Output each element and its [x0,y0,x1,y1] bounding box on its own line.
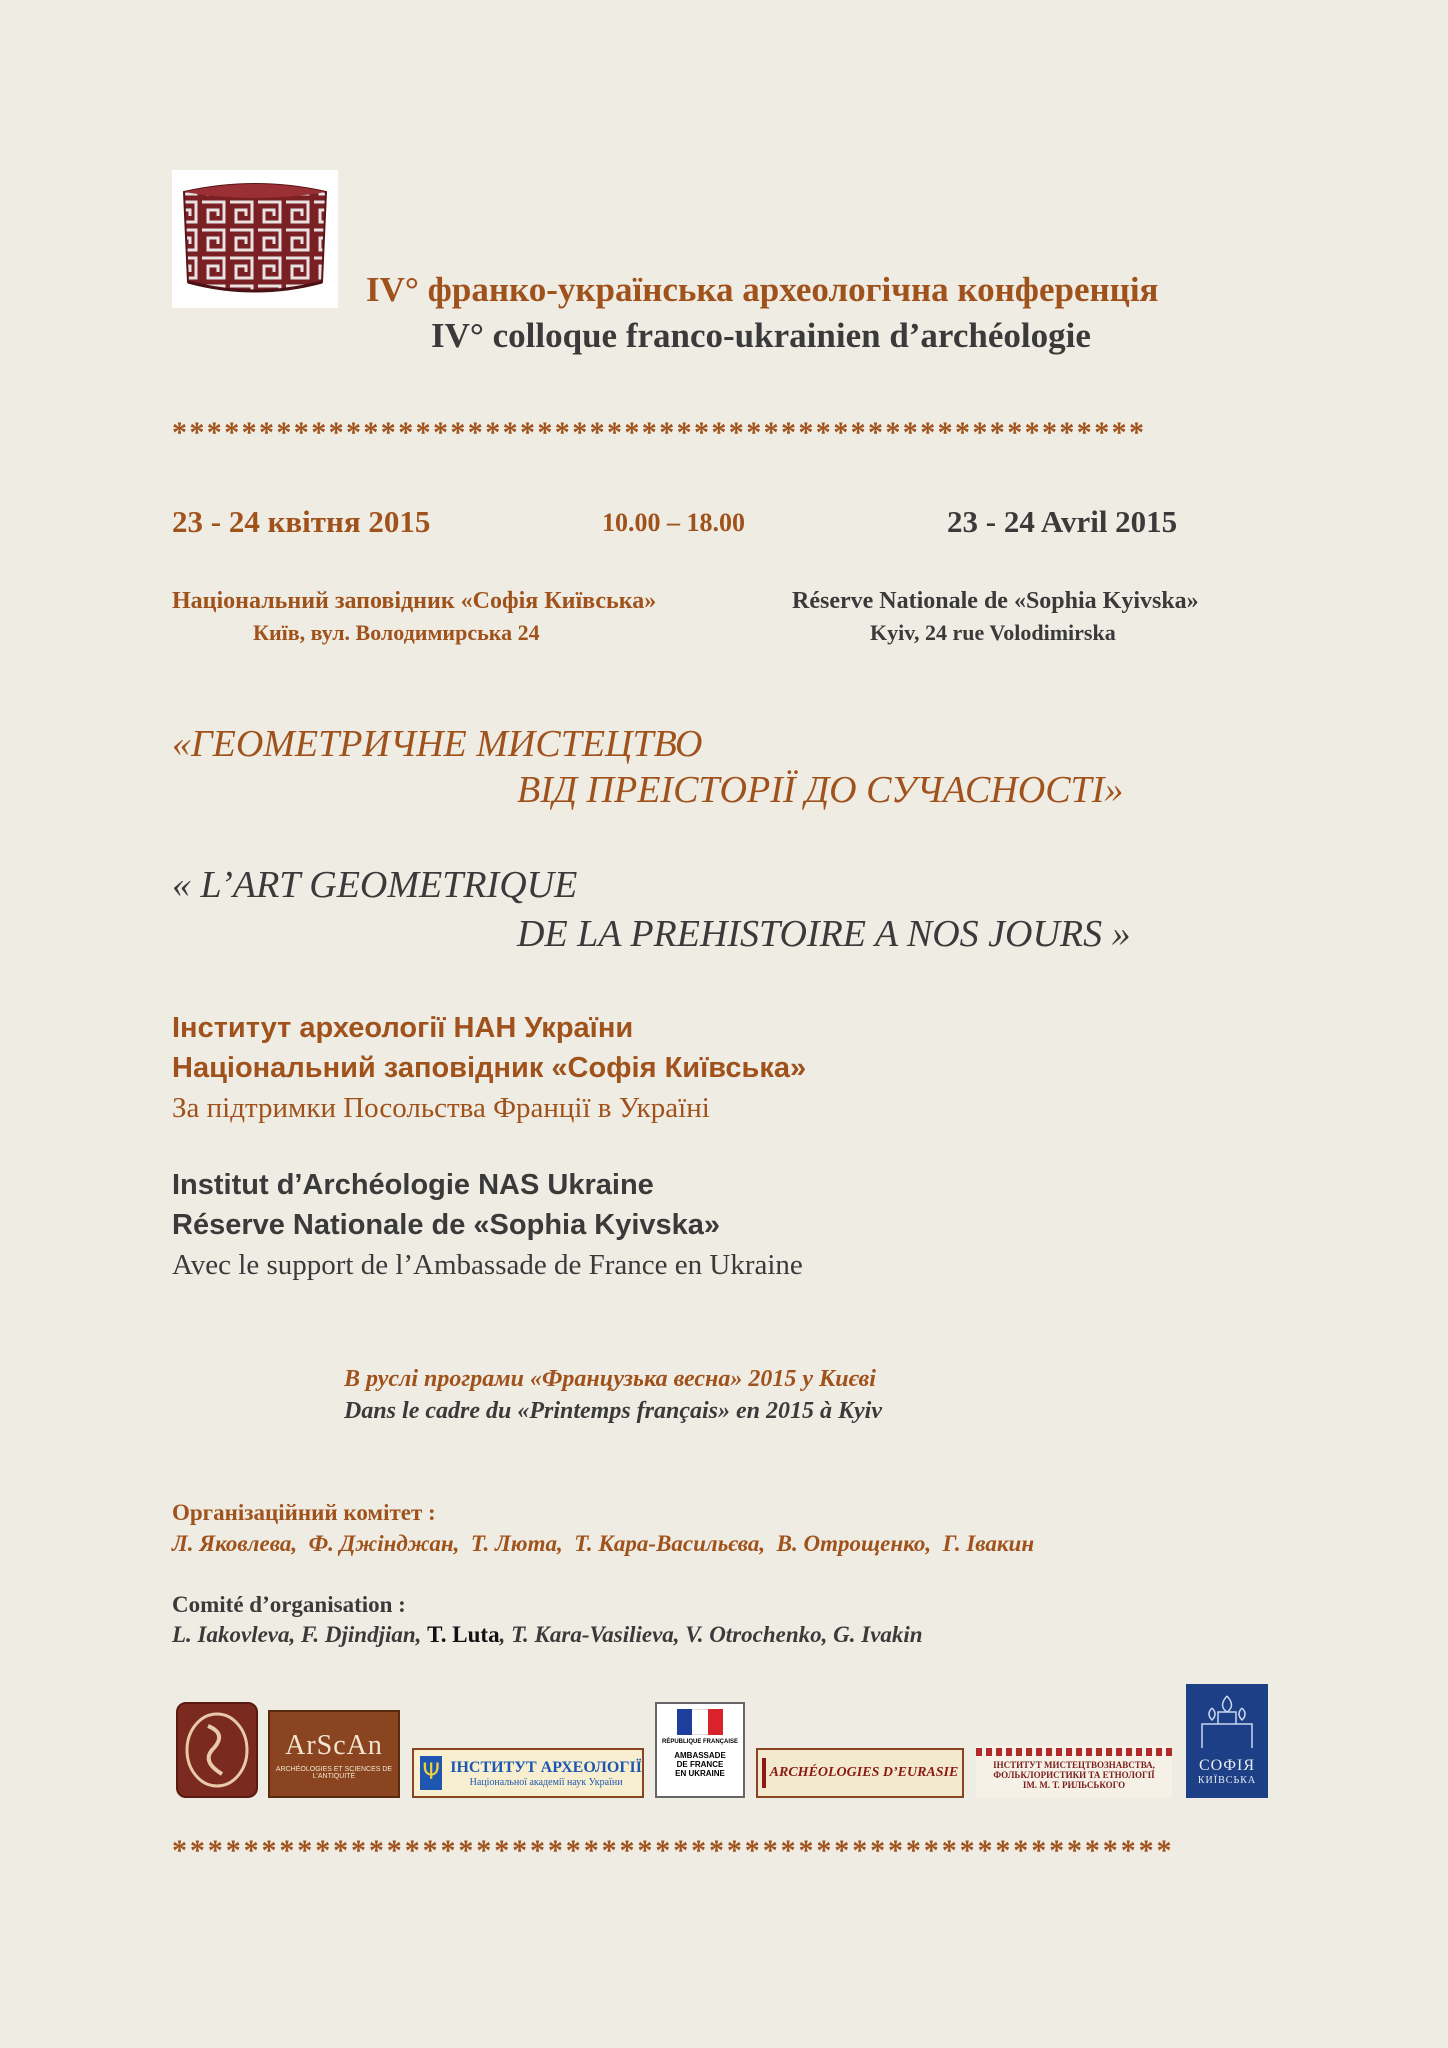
theme-fr-line1: « L’ART GEOMETRIQUE [172,864,578,906]
cathedral-icon [1192,1690,1262,1752]
program-fr: Dans le cadre du «Printemps français» en 2015 à Kyiv [344,1398,882,1424]
institute-archaeology-logo [412,1748,644,1798]
theme-ua-line2: ВІД ПРЕІСТОРІЇ ДО СУЧАСНОСТІ» [517,769,1124,811]
ukrainian-archaeology-logo [176,1702,258,1798]
committee-fr-names-a: L. Iakovleva, F. Djindjian, [172,1622,428,1647]
sofia-logo-line2: КИЇВСЬКА [1197,1775,1257,1786]
venue-fr-address: Kyiv, 24 rue Volodimirska [870,620,1116,645]
org-ua-line2: Національний заповідник «Софія Київська» [172,1052,807,1084]
folk-logo-line2: ФОЛЬКЛОРИСТИКИ ТА ЕТНОЛОГІЇ [993,1770,1155,1780]
embassy-france-logo [655,1702,745,1798]
folk-logo-line3: ІМ. М. Т. РИЛЬСЬКОГО [1022,1780,1126,1790]
arscan-logo-main: ArScAn [285,1730,383,1761]
venue-ua-name: Національний заповідник «Софія Київська» [172,588,657,614]
institute-logo-sub: Національної академії наук України [469,1776,623,1788]
theme-fr-line2: DE LA PREHISTOIRE A NOS JOURS » [517,913,1131,955]
folklore-institute-logo [976,1746,1172,1798]
committee-ua-label: Організаційний комітет : [172,1500,436,1525]
arscan-logo [268,1710,400,1798]
program-ua: В руслі програми «Французька весна» 2015 у Києві [344,1366,876,1392]
venue-ua-address: Київ, вул. Володимирська 24 [253,620,540,645]
embassy-logo-line1: RÉPUBLIQUE FRANÇAISE [661,1739,738,1745]
embassy-logo-line4: EN UKRAINE [675,1769,725,1778]
date-fr: 23 - 24 Avril 2015 [947,504,1178,539]
committee-fr-label: Comité d’organisation : [172,1592,406,1617]
ornament-border-icon [976,1748,1172,1756]
embassy-logo-line3: DE FRANCE [676,1760,724,1769]
committee-ua-names: Л. Яковлева, Ф. Джінджан, Т. Люта, Т. Кара-Васильєва, В. Отрощенко, Г. Івакин [172,1531,1035,1556]
archeologies-eurasie-logo [756,1748,964,1798]
time-range: 10.00 – 18.00 [602,508,745,537]
committee-fr-names-highlight: T. Luta [427,1622,500,1647]
committee-fr-names-c: , T. Kara-Vasilieva, V. Otrochenko, G. Ivakin [499,1622,923,1647]
org-ua-line3: За підтримки Посольства Франції в Україні [172,1092,710,1124]
embassy-logo-line2: AMBASSADE [674,1751,726,1760]
institute-logo-main: ІНСТИТУТ АРХЕОЛОГІЇ [450,1758,642,1776]
theme-ua-line1: «ГЕОМЕТРИЧНЕ МИСТЕЦТВО [172,723,703,765]
folk-logo-line1: ІНСТИТУТ МИСТЕЦТВОЗНАВСТВА, [993,1760,1155,1770]
french-flag-icon [677,1709,723,1735]
date-ua: 23 - 24 квітня 2015 [172,504,431,539]
committee-fr-names [172,1622,923,1648]
title-ua: IV° франко-українська археологічна конференція [366,270,1159,309]
separator-bottom: ******************************************************** [172,1834,1175,1867]
sofia-kyivska-logo [1186,1684,1268,1798]
sofia-logo-line1: СОФІЯ [1198,1757,1256,1774]
arscan-logo-sub: ARCHÉOLOGIES ET SCIENCES DE L’ANTIQUITÉ [275,1766,393,1780]
org-fr-line1: Institut d’Archéologie NAS Ukraine [172,1169,654,1201]
conference-emblem [172,170,338,308]
ukraine-trident-icon: Ψ [420,1756,442,1790]
org-ua-line1: Інститут археології НАН України [172,1012,634,1044]
org-fr-line2: Réserve Nationale de «Sophia Kyivska» [172,1209,721,1241]
separator-top: ******************************************************** [172,416,1147,449]
org-fr-line3: Avec le support de l’Ambassade de France en Ukraine [172,1249,803,1281]
title-fr: IV° colloque franco-ukrainien d’archéologie [431,316,1091,355]
venue-fr-name: Réserve Nationale de «Sophia Kyivska» [792,588,1199,614]
eurasie-logo-text: ARCHÉOLOGIES D’EURASIE [769,1765,959,1780]
